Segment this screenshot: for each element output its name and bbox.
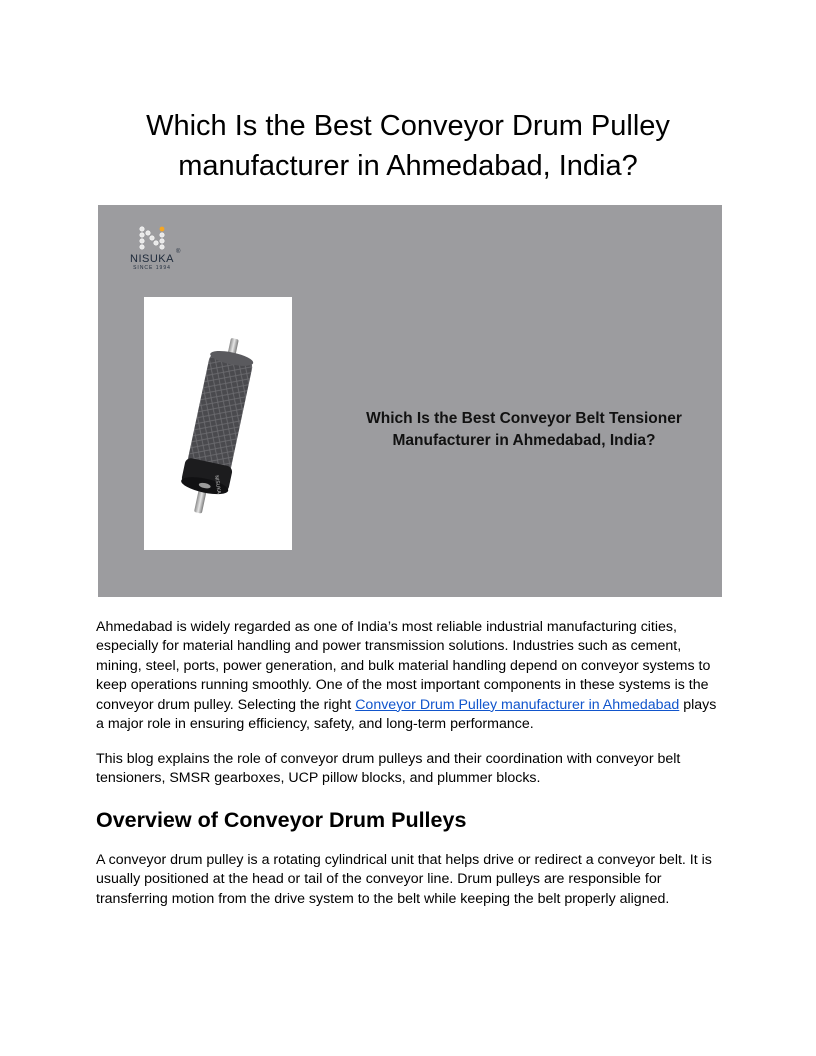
blog-summary-paragraph: This blog explains the role of conveyor drum pulleys and their coordination with conveyor belt tensioners, SMSR gearboxes, UCP pillow blocks, and plummer blocks. <box>96 751 681 787</box>
product-photo-card <box>144 297 292 550</box>
hero-banner-image <box>98 205 722 597</box>
logo-since: SINCE 1994 <box>133 265 171 271</box>
product-engraving: NISUKA <box>213 474 222 495</box>
page-title: Which Is the Best Conveyor Drum Pulley manufacturer in Ahmedabad, India? <box>146 110 670 182</box>
drum-pulley-icon <box>144 297 292 550</box>
logo-registered-mark: ® <box>176 249 181 255</box>
intro-text-before: Ahmedabad is widely regarded as one of India’s most reliable industrial manufacturing cities, especially for material handling and power transmission solutions. Industries such as cement, mining, steel, ports, power generation, and bulk material handling depend on conveyor systems to keep operations running smoothly. One of the most important components in these systems is the conveyor drum pulley. Selecting the right <box>96 619 711 713</box>
drum-pulley-manufacturer-link[interactable]: Conveyor Drum Pulley manufacturer in Ahmedabad <box>355 696 680 713</box>
nisuka-logo-mark-icon <box>137 225 167 251</box>
overview-paragraph: A conveyor drum pulley is a rotating cylindrical unit that helps drive or redirect a conveyor belt. It is usually positioned at the head or tail of the conveyor line. Drum pulleys are responsible for transferring motion from the drive system to the belt while keeping the belt properly aligned. <box>96 852 712 907</box>
nisuka-logo <box>122 225 182 277</box>
logo-wordmark: NISUKA <box>130 253 174 265</box>
intro-paragraph <box>96 618 722 734</box>
intro-text-after: plays a major role in ensuring efficiency, safety, and long-term performance. <box>96 696 717 733</box>
section-heading-overview: Overview of Conveyor Drum Pulleys <box>96 808 467 832</box>
banner-heading: Which Is the Best Conveyor Belt Tensioner Manufacturer in Ahmedabad, India? <box>366 410 682 449</box>
